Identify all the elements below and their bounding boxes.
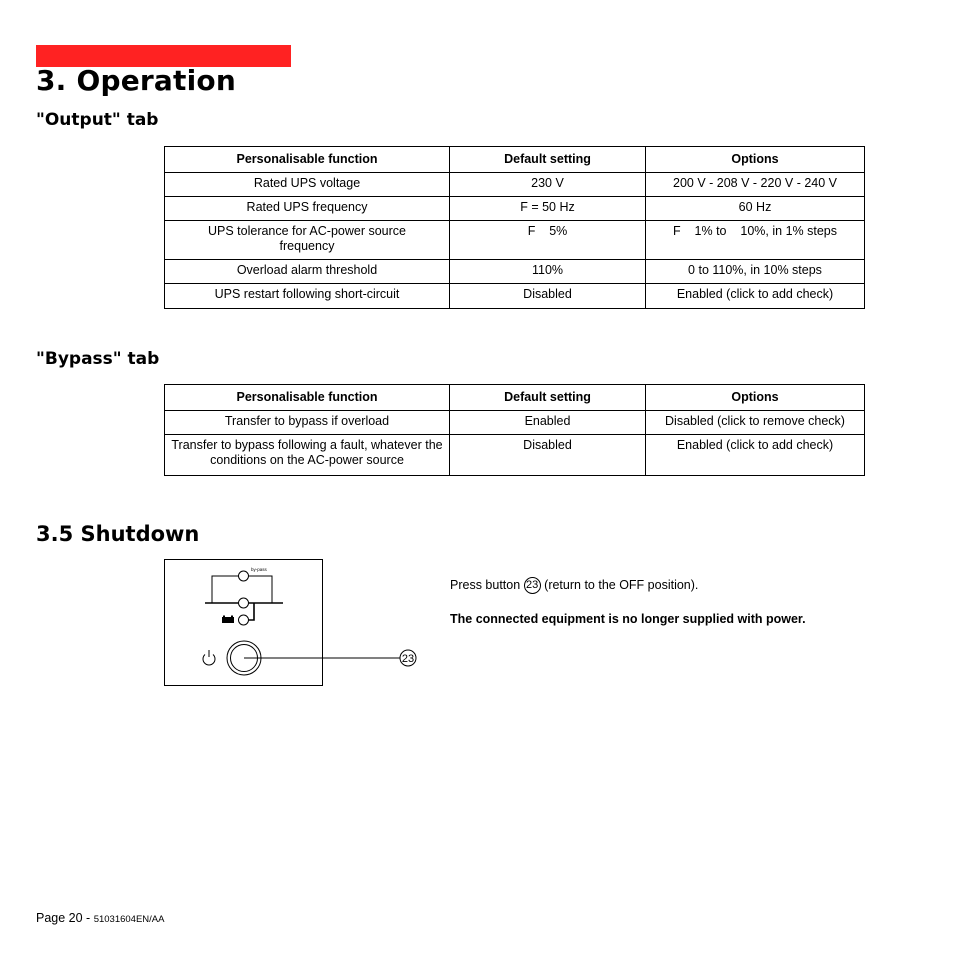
column-header: Default setting [450,147,646,173]
output-led-icon [239,598,249,608]
shutdown-heading: 3.5 Shutdown [36,522,200,546]
column-header: Personalisable function [165,385,450,411]
table-row [165,284,865,309]
column-header: Default setting [450,385,646,411]
instruction-suffix: (return to the OFF position). [544,577,699,592]
table-cell: Disabled [450,284,646,309]
bypass-line-right [249,576,272,603]
table-cell: Overload alarm threshold [165,260,450,284]
table-cell: Enabled (click to add check) [646,284,865,309]
table-cell: F = 50 Hz [450,197,646,221]
bypass-led-icon [239,571,249,581]
shutdown-note: The connected equipment is no longer supplied with power. [450,612,806,626]
panel-illustration [165,560,322,685]
column-header: Options [646,385,865,411]
bypass-settings-table [164,384,865,476]
table-cell: Transfer to bypass following a fault, whatever the conditions on the AC-power source [165,435,450,476]
instruction-prefix: Press button [450,577,521,592]
table-cell: Enabled [450,411,646,435]
table-cell: 200 V - 208 V - 220 V - 240 V [646,173,865,197]
page-footer [36,911,164,925]
table-cell: 60 Hz [646,197,865,221]
output-tab-heading: "Output" tab [36,110,159,130]
bypass-tab-heading: "Bypass" tab [36,349,160,369]
table-row [165,411,865,435]
table-cell: F 5% [450,221,646,260]
table-cell: Rated UPS voltage [165,173,450,197]
battery-line [249,603,254,620]
table-cell: 110% [450,260,646,284]
table-cell: F 1% to 10%, in 1% steps [646,221,865,260]
bypass-line [212,576,238,603]
table-cell: UPS tolerance for AC-power source frequency [165,221,450,260]
battery-icon [222,616,234,624]
output-settings-table [164,146,865,309]
table-cell: Disabled (click to remove check) [646,411,865,435]
callout-number: 23 [401,653,415,665]
table-cell: Disabled [450,435,646,476]
shutdown-instruction [450,577,698,594]
table-cell: Enabled (click to add check) [646,435,865,476]
column-header: Options [646,147,865,173]
bypass-label: by-pass [251,567,267,572]
table-cell: 0 to 110%, in 10% steps [646,260,865,284]
table-row [165,260,865,284]
page-title: 3. Operation [36,64,236,97]
table-cell: 230 V [450,173,646,197]
table-header-row [165,385,865,411]
table-row [165,197,865,221]
callout-pointer [320,648,420,670]
button-number-badge: 23 [524,577,541,594]
ups-control-panel-diagram [164,559,323,686]
table-cell: Rated UPS frequency [165,197,450,221]
page-number: Page 20 - [36,911,91,925]
table-row [165,435,865,476]
table-cell: Transfer to bypass if overload [165,411,450,435]
table-row [165,221,865,260]
table-row [165,173,865,197]
table-header-row [165,147,865,173]
column-header: Personalisable function [165,147,450,173]
table-cell: UPS restart following short-circuit [165,284,450,309]
document-code: 51031604EN/AA [93,914,165,925]
battery-led-icon [239,615,249,625]
